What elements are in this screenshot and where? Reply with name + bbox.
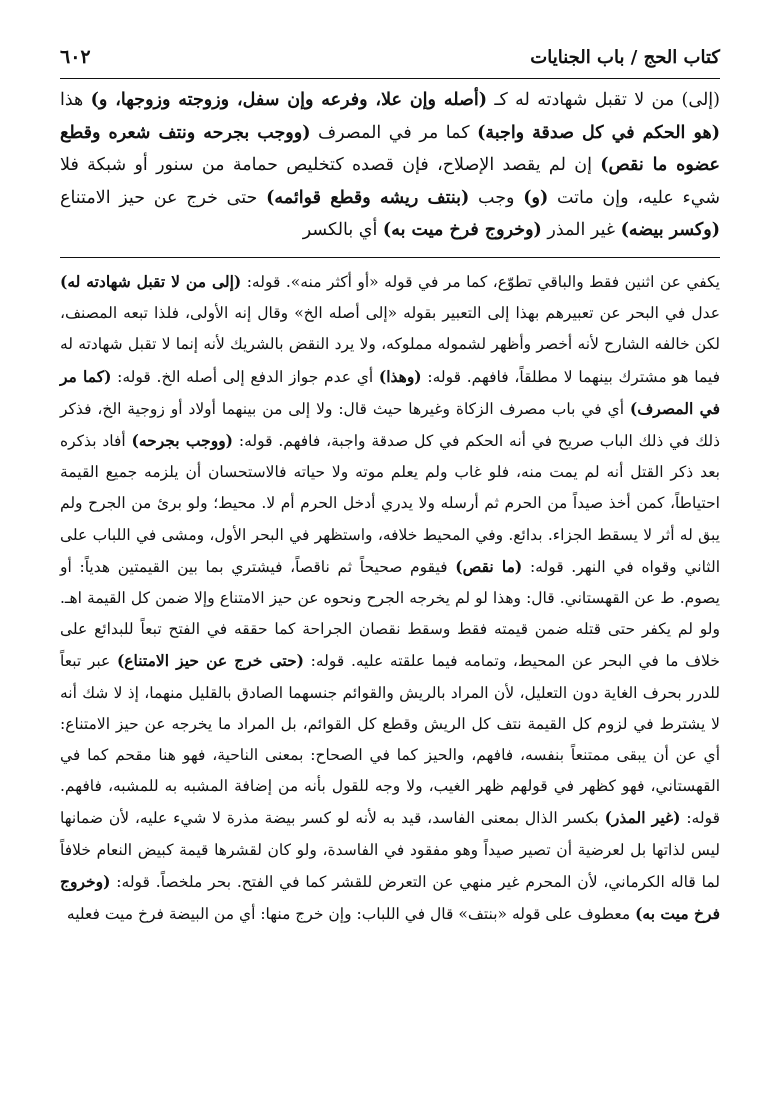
commentary-quoted-segment: (وخروج فرخ ميت به)	[60, 871, 720, 924]
main-text-segment: (إلى) من لا تقبل شهادته له كـ	[487, 90, 720, 110]
commentary-quoted-segment: (وهذا)	[378, 366, 422, 386]
commentary-quoted-segment: (كما مر في المصرف)	[60, 366, 720, 418]
commentary-segment: أي عدم جواز الدفع إلى أصله الخ. قوله:	[111, 367, 379, 386]
commentary-quoted-segment: (ووجب بجرحه)	[131, 431, 234, 451]
commentary-segment: عدل في البحر عن تعبيرهم بهذا إلى التعبير بقوله «إلى أصله الخ» وقال إنه الأولى، فلذا تبعه المصنف، لكن خالفه الشارح لأنه أخصر وأظهر لشموله مملوكه، ولا يرد النقض بالشريك لأنه إنما لا تقبل شهادته له فيما هو مشترك بينهما لا مطلقاً، فافهم. قوله:	[60, 304, 721, 386]
commentary-segment: يكفي عن اثنين فقط والباقي تطوّع، كما مر في قوله «أو أكثر منه». قوله:	[241, 273, 720, 291]
commentary-segment: عبر تبعاً للدرر بحرف الغاية دون التعليل، لأن المراد بالريش والقوائم جنسهما الصادق بالقليل منهما، إذ لا شك أنه لا يشترط في لزوم كل القيمة نتف كل الريش وقطع كل القوائم، بل المراد ما يخرجه عن حيز الامتناع: أي عن أن يبقى ممتنعاً بنفسه، فافهم، والحيز كما في الصحاح: بمعنى الناحية، فهو هنا مقحم كما في القهستاني، فهو كظهر في قولهم ظهر الغيب، ولا وجه للقول بأنه من إضافة المشبه به للمشبه، فافهم. قوله:	[60, 652, 720, 828]
main-text-segment: إن لم يقصد الإصلاح، فإن قصده كتخليص حمامة من سنور أو شبكة فلا شيء عليه، وإن ماتت	[60, 155, 721, 208]
commentary-segment: معطوف على قوله «بنتف» قال في اللباب: وإن خرج منها: أي من البيضة فرخ ميت فعليه	[66, 905, 636, 924]
main-text-quoted-segment: (و)	[523, 187, 549, 208]
commentary-quoted-segment: (إلى من لا تقبل شهادته له)	[60, 272, 242, 291]
main-text-quoted-segment: (بنتف ريشه وقطع قوائمه)	[266, 187, 470, 208]
text-commentary-divider	[60, 257, 720, 258]
main-text-quoted-segment: (أصله وإن علا، وفرعه وإن سفل، وزوجته وزوجها، و)	[90, 90, 488, 110]
commentary-segment: بكسر الذال بمعنى الفاسد، قيد به لأنه لو كسر بيضة مذرة لا شيء عليه، لأن ضمانها ليس لذاتها بل لعرضية أن تصير صيداً وهو مفقود في الفاسدة، ولو كان لقشرها قيمة كبيض النعام خلافاً لما قاله الكرماني، لأن المحرم غير منهي عن التعرض للقشر كما في الفتح. بحر ملخصاً. قوله:	[60, 809, 720, 891]
commentary-segment: أي في باب مصرف الزكاة وغيرها حيث قال: ولا إلى من بينهما أولاد أو زوجية الخ، فذكر ذلك في ذلك الباب صريح في أنه الحكم في كل صدقة واجبة، فافهم. قوله:	[60, 399, 720, 451]
page-header	[60, 40, 720, 74]
commentary-quoted-segment: (ما نقص)	[455, 556, 523, 576]
main-text	[60, 84, 720, 247]
commentary-paragraph	[60, 266, 720, 930]
commentary-quoted-segment: (غير المذر)	[604, 808, 681, 828]
main-text-segment: غير المذر	[541, 220, 621, 240]
main-text-quoted-segment: (ووجب بجرحه ونتف شعره وقطع عضوه ما نقص)	[60, 122, 720, 175]
commentary-quoted-segment: (حتى خرج عن حيز الامتناع)	[116, 651, 304, 671]
commentary-text	[60, 266, 720, 930]
main-text-segment: حتى خرج عن حيز الامتناع	[60, 187, 267, 208]
main-text-segment: كما مر في المصرف	[310, 122, 478, 143]
main-text-quoted-segment: (وكسر بيضه)	[620, 220, 720, 240]
main-text-quoted-segment: (هو الحكم في كل صدقة واجبة)	[477, 122, 720, 143]
page-number: ٦٠٢	[60, 46, 91, 68]
main-text-segment: هذا	[60, 90, 91, 110]
main-text-segment: وجب	[469, 187, 524, 208]
commentary-segment: أفاد بذكره بعد ذكر القتل أنه لم يمت منه، فلو غاب ولم يعلم موته ولا حياته فالاستحسان أن يلزمه جميع القيمة احتياطاً، كمن أخذ صيداً من الحرم ثم أرسله ولا يدري أدخل الحرم أم لا. محيط؛ ولو برئ من الجرح ولم يبق له أثر لا يسقط الجزاء. بدائع. وفي المحيط خلافه، واستظهر في البحر الأول، ومشى في اللباب على الثاني وقواه في النهر. قوله:	[60, 432, 721, 576]
running-title: كتاب الحج / باب الجنايات	[530, 46, 720, 68]
header-divider	[60, 78, 720, 79]
main-text-segment: أي بالكسر	[302, 220, 383, 240]
main-text-quoted-segment: (وخروج فرخ ميت به)	[382, 220, 542, 240]
commentary-segment: فيقوم صحيحاً ثم ناقصاً، فيشتري بما بين القيمتين هدياً: أو يصوم. ط عن القهستاني. قال: وهذا لو لم يخرجه الجرح ونحوه عن حيز الامتناع وإلا ضمن كل القيمة اهـ. ولو لم يكفر حتى قتله ضمن قيمته فقط وسقط نقصان الجراحة كما حققه في الفتح تبعاً للبدائع على خلاف ما في البحر عن المحيط، وتمامه فيما علقته عليه. قوله:	[60, 557, 721, 671]
